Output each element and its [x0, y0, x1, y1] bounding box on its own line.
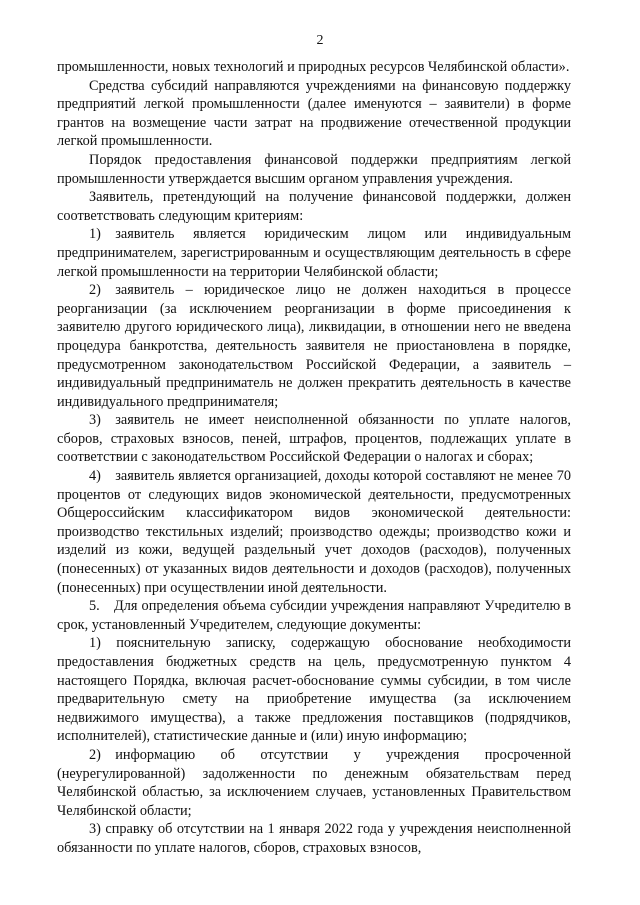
- section-paragraph: 5. Для определения объема субсидии учреждения направляют Учредителю в срок, установленный Учредителем, следующие документы:: [57, 598, 571, 633]
- paragraph: промышленности, новых технологий и природных ресурсов Челябинской области».: [57, 59, 570, 75]
- list-item: 2) заявитель – юридическое лицо не должен находиться в процессе реорганизации (за исключением реорганизации в форме присоединения к заявителю другого юридического лица), ликвидации, в отношении него не введена процедура банкротства, деятельность заявителя не приостановлена в порядке, предусмотренном законодательством Российской Федерации, а заявитель – индивидуальный предприниматель не должен прекратить деятельность в качестве индивидуального предпринимателя;: [57, 282, 571, 410]
- list-item: 4) заявитель является организацией, доходы которой составляют не менее 70 процентов от следующих видов экономической деятельности, предусмотренных Общероссийским классификатором видов экономической деятельности: производство текстильных изделий; производство одежды; производство кожи и изделий из кожи, ведущей раздельный учет доходов (расходов), полученных (понесенных) от указанных видов деятельности и доходов (расходов), полученных (понесенных) при осуществлении иной деятельности.: [57, 468, 571, 596]
- list-item: 3) заявитель не имеет неисполненной обязанности по уплате налогов, сборов, страховых взносов, пеней, штрафов, процентов, подлежащих уплате в соответствии с законодательством Российской Федерации о налогах и сборах;: [57, 412, 571, 466]
- paragraph: Средства субсидий направляются учреждениями на финансовую поддержку предприятий легкой промышленности (далее именуются – заявители) в форме грантов на возмещение части затрат на продвижение отечественной продукции легкой промышленности.: [57, 77, 571, 150]
- paragraph: Заявитель, претендующий на получение финансовой поддержки, должен соответствовать следующим критериям:: [57, 189, 571, 224]
- list-item: 2) информацию об отсутствии у учреждения просроченной (неурегулированной) задолженности по денежным обязательствам перед Челябинской областью, за исключением случаев, установленных Правительством Челябинской области;: [57, 746, 571, 819]
- document-body: [57, 58, 571, 858]
- list-item: 1) пояснительную записку, содержащую обоснование необходимости предоставления бюджетных средств на цель, предусмотренную пунктом 4 настоящего Порядка, включая расчет-обоснование суммы субсидии, в том числе предварительную смету на приобретение имущества (за исключением недвижимого имущества), а также предложения поставщиков (подрядчиков, исполнителей), статистические данные и (или) иную информацию;: [57, 635, 571, 745]
- paragraph: Порядок предоставления финансовой поддержки предприятиям легкой промышленности утверждается высшим органом управления учреждения.: [57, 151, 571, 187]
- list-item: 3) справку об отсутствии на 1 января 2022 года у учреждения неисполненной обязанности по уплате налогов, сборов, страховых взносов,: [57, 821, 571, 856]
- page-number: 2: [316, 33, 324, 48]
- list-item: 1) заявитель является юридическим лицом или индивидуальным предпринимателем, зарегистрированным и осуществляющим деятельность в сфере легкой промышленности на территории Челябинской области;: [57, 226, 571, 280]
